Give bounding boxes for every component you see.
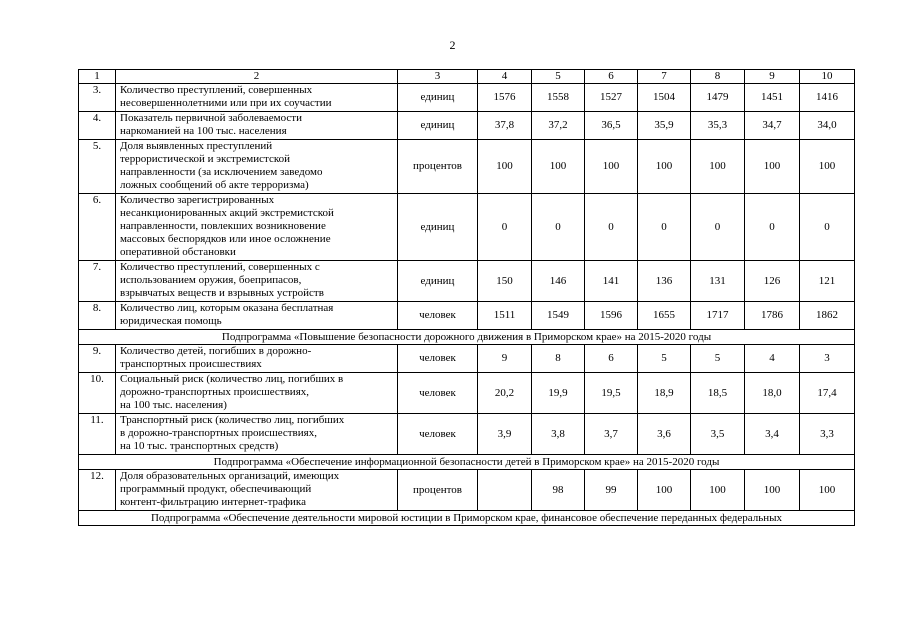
value-cell: 1576 [478, 84, 532, 112]
indicator-name-line: на 100 тыс. населения) [120, 399, 227, 411]
value-cell: 5 [638, 345, 691, 373]
value-cell: 1549 [532, 302, 585, 330]
value-cell: 1479 [691, 84, 745, 112]
indicator-name [116, 414, 398, 455]
value-cell: 3 [800, 345, 855, 373]
indicator-name-line: ложных сообщений об акте терроризма) [120, 179, 309, 191]
value-cell: 3,4 [745, 414, 800, 455]
row-number: 5. [79, 140, 116, 194]
unit-cell: человек [398, 414, 478, 455]
value-cell: 98 [532, 470, 585, 511]
row-number: 4. [79, 112, 116, 140]
value-cell: 150 [478, 261, 532, 302]
value-cell: 35,9 [638, 112, 691, 140]
section-title: Подпрограмма «Обеспечение деятельности мировой юстиции в Приморском крае, финансовое обеспечение переданных федеральных [79, 511, 855, 526]
value-cell: 20,2 [478, 373, 532, 414]
indicator-name-line: террористической и экстремистской [120, 153, 291, 165]
value-cell: 1511 [478, 302, 532, 330]
value-cell: 35,3 [691, 112, 745, 140]
indicators-table [78, 69, 855, 526]
value-cell: 1655 [638, 302, 691, 330]
table-row [79, 112, 855, 140]
header-cell: 4 [478, 70, 532, 84]
value-cell: 0 [745, 194, 800, 261]
unit-cell: единиц [398, 112, 478, 140]
indicator-name [116, 345, 398, 373]
section-row [79, 330, 855, 345]
header-cell: 1 [79, 70, 116, 84]
header-cell: 5 [532, 70, 585, 84]
value-cell: 121 [800, 261, 855, 302]
value-cell: 18,9 [638, 373, 691, 414]
indicator-name-line: Количество преступлений, совершенных [120, 84, 313, 96]
row-number: 11. [79, 414, 116, 455]
section-title: Подпрограмма «Обеспечение информационной безопасности детей в Приморском крае» на 2015-2020 годы [79, 455, 855, 470]
value-cell: 131 [691, 261, 745, 302]
section-row [79, 511, 855, 526]
value-cell: 0 [638, 194, 691, 261]
indicator-name [116, 112, 398, 140]
value-cell: 0 [691, 194, 745, 261]
indicator-name-line: Количество лиц, которым оказана бесплатная [120, 302, 334, 314]
indicator-name-line: дорожно-транспортных происшествиях, [120, 386, 310, 398]
table-row [79, 194, 855, 261]
indicator-name-line: массовых беспорядков или иное осложнение [120, 233, 331, 245]
value-cell: 100 [638, 140, 691, 194]
indicator-name-line: Доля образовательных организаций, имеющих [120, 470, 340, 482]
indicator-name-line: на 10 тыс. транспортных средств) [120, 440, 279, 452]
table-row [79, 140, 855, 194]
table-row [79, 261, 855, 302]
value-cell: 1416 [800, 84, 855, 112]
value-cell: 37,2 [532, 112, 585, 140]
value-cell: 5 [691, 345, 745, 373]
value-cell: 37,8 [478, 112, 532, 140]
row-number: 8. [79, 302, 116, 330]
indicator-name [116, 84, 398, 112]
header-cell: 8 [691, 70, 745, 84]
value-cell: 9 [478, 345, 532, 373]
unit-cell: человек [398, 373, 478, 414]
value-cell: 3,5 [691, 414, 745, 455]
value-cell: 0 [478, 194, 532, 261]
value-cell: 136 [638, 261, 691, 302]
indicator-name-line: наркоманией на 100 тыс. населения [120, 125, 287, 137]
section-title: Подпрограмма «Повышение безопасности дорожного движения в Приморском крае» на 2015-2020 годы [79, 330, 855, 345]
row-number: 6. [79, 194, 116, 261]
value-cell: 0 [800, 194, 855, 261]
header-cell: 7 [638, 70, 691, 84]
table-header-row [79, 70, 855, 84]
value-cell: 3,9 [478, 414, 532, 455]
value-cell: 17,4 [800, 373, 855, 414]
indicator-name [116, 373, 398, 414]
value-cell: 1558 [532, 84, 585, 112]
header-cell: 10 [800, 70, 855, 84]
value-cell: 36,5 [585, 112, 638, 140]
row-number: 9. [79, 345, 116, 373]
unit-cell: человек [398, 302, 478, 330]
indicator-name-line: Транспортный риск (количество лиц, погибших [120, 414, 345, 426]
indicator-name-line: программный продукт, обеспечивающий [120, 483, 312, 495]
table-row [79, 373, 855, 414]
value-cell: 4 [745, 345, 800, 373]
indicator-name-line: контент-фильтрацию интернет-трафика [120, 496, 306, 508]
value-cell: 0 [585, 194, 638, 261]
value-cell: 100 [691, 470, 745, 511]
indicator-name [116, 470, 398, 511]
value-cell: 1717 [691, 302, 745, 330]
unit-cell: единиц [398, 261, 478, 302]
value-cell: 3,7 [585, 414, 638, 455]
indicator-name-line: несанкционированных акций экстремистской [120, 207, 334, 219]
value-cell: 1451 [745, 84, 800, 112]
value-cell: 100 [691, 140, 745, 194]
table-row [79, 345, 855, 373]
indicator-name-line: в дорожно-транспортных происшествиях, [120, 427, 317, 439]
value-cell: 100 [745, 140, 800, 194]
value-cell: 100 [478, 140, 532, 194]
row-number: 7. [79, 261, 116, 302]
indicator-name [116, 261, 398, 302]
value-cell: 18,0 [745, 373, 800, 414]
value-cell: 19,5 [585, 373, 638, 414]
indicator-name-line: транспортных происшествиях [120, 358, 262, 370]
value-cell: 8 [532, 345, 585, 373]
value-cell: 100 [800, 140, 855, 194]
value-cell: 1596 [585, 302, 638, 330]
value-cell: 99 [585, 470, 638, 511]
indicator-name-line: несовершеннолетними или при их соучастии [120, 97, 332, 109]
value-cell: 3,8 [532, 414, 585, 455]
value-cell: 100 [800, 470, 855, 511]
indicator-name-line: взрывчатых веществ и взрывных устройств [120, 287, 324, 299]
unit-cell: человек [398, 345, 478, 373]
table-row [79, 414, 855, 455]
header-cell: 2 [116, 70, 398, 84]
indicator-name-line: Количество преступлений, совершенных с [120, 261, 320, 273]
unit-cell: процентов [398, 140, 478, 194]
value-cell: 141 [585, 261, 638, 302]
indicator-name-line: оперативной обстановки [120, 246, 236, 258]
header-cell: 3 [398, 70, 478, 84]
value-cell: 3,6 [638, 414, 691, 455]
value-cell: 18,5 [691, 373, 745, 414]
indicator-name [116, 140, 398, 194]
header-cell: 9 [745, 70, 800, 84]
header-cell: 6 [585, 70, 638, 84]
value-cell: 100 [745, 470, 800, 511]
value-cell: 0 [532, 194, 585, 261]
value-cell: 1504 [638, 84, 691, 112]
value-cell: 1786 [745, 302, 800, 330]
value-cell: 146 [532, 261, 585, 302]
value-cell: 1862 [800, 302, 855, 330]
indicator-name [116, 302, 398, 330]
indicator-name-line: направленности, повлекших возникновение [120, 220, 326, 232]
row-number: 3. [79, 84, 116, 112]
indicator-name-line: Количество зарегистрированных [120, 194, 275, 206]
value-cell: 126 [745, 261, 800, 302]
indicator-name [116, 194, 398, 261]
value-cell: 100 [585, 140, 638, 194]
indicator-name-line: юридическая помощь [120, 315, 222, 327]
value-cell: 34,7 [745, 112, 800, 140]
indicator-name-line: Количество детей, погибших в дорожно- [120, 345, 312, 357]
indicator-name-line: направленности (за исключением заведомо [120, 166, 323, 178]
value-cell: 34,0 [800, 112, 855, 140]
value-cell [478, 470, 532, 511]
indicator-name-line: Социальный риск (количество лиц, погибших в [120, 373, 344, 385]
row-number: 12. [79, 470, 116, 511]
indicator-name-line: использованием оружия, боеприпасов, [120, 274, 302, 286]
table-row [79, 470, 855, 511]
section-row [79, 455, 855, 470]
value-cell: 3,3 [800, 414, 855, 455]
page-number: 2 [449, 38, 456, 52]
value-cell: 1527 [585, 84, 638, 112]
value-cell: 100 [638, 470, 691, 511]
table-body [79, 70, 855, 526]
indicator-name-line: Доля выявленных преступлений [120, 140, 273, 152]
value-cell: 100 [532, 140, 585, 194]
unit-cell: процентов [398, 470, 478, 511]
value-cell: 19,9 [532, 373, 585, 414]
indicator-name-line: Показатель первичной заболеваемости [120, 112, 302, 124]
row-number: 10. [79, 373, 116, 414]
unit-cell: единиц [398, 194, 478, 261]
unit-cell: единиц [398, 84, 478, 112]
value-cell: 6 [585, 345, 638, 373]
table-row [79, 84, 855, 112]
table-row [79, 302, 855, 330]
